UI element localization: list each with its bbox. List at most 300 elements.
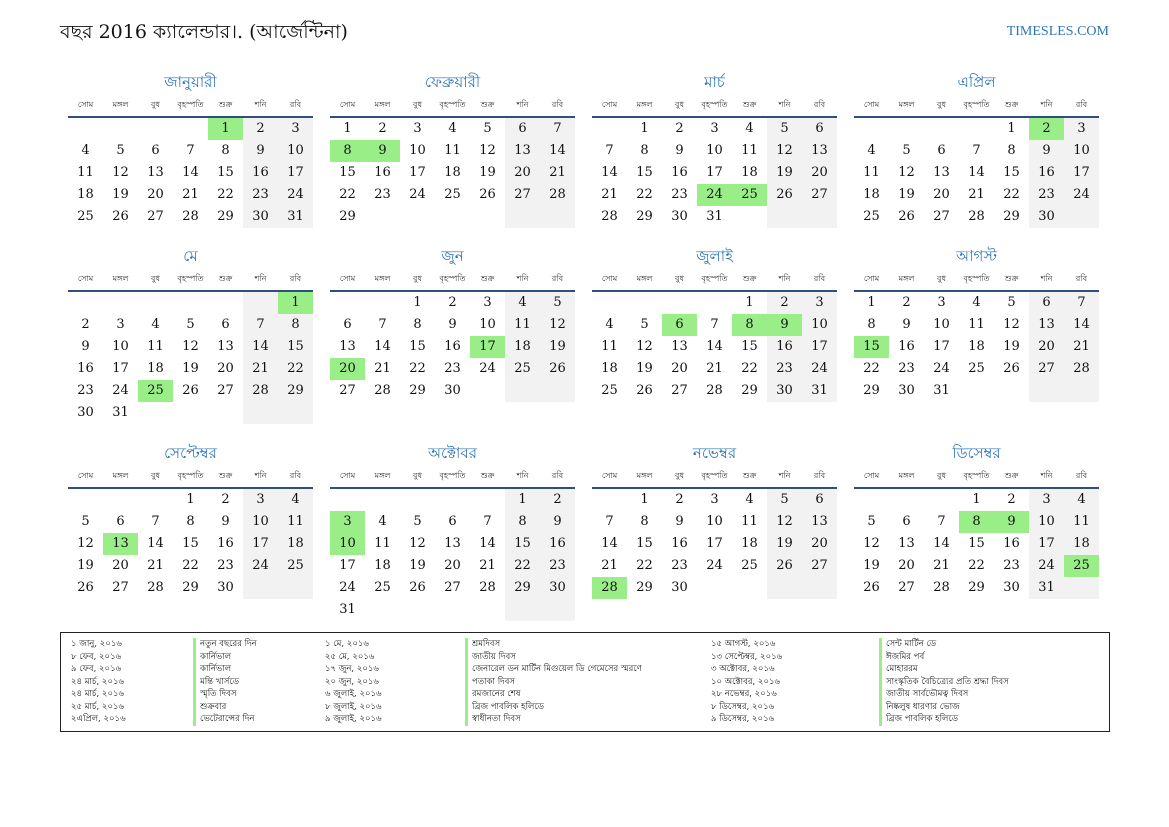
weekday-label: সোম xyxy=(601,100,618,109)
empty-cell xyxy=(959,380,994,402)
weekday-label: রবি xyxy=(813,471,826,480)
day-cell: 15 xyxy=(409,339,426,354)
day-cell: 2 xyxy=(1007,492,1016,507)
empty-cell xyxy=(924,118,959,140)
holiday-date: ৯ ডিসেম্বর, ২০১৬ xyxy=(711,714,775,724)
day-cell: 2 xyxy=(448,295,457,310)
month-calendar xyxy=(68,72,313,228)
weekday-label: শুক্র xyxy=(218,100,233,109)
holiday-date: ৯ জুলাই, ২০১৬ xyxy=(325,714,382,724)
day-cell: 3 xyxy=(710,121,719,136)
weekday-label: সোম xyxy=(863,274,880,283)
weekday-label: বুধ xyxy=(675,274,684,283)
day-cell: 18 xyxy=(147,361,164,376)
weekday-header xyxy=(592,92,837,118)
day-cell: 18 xyxy=(968,339,985,354)
holiday-name: শুক্রবার xyxy=(193,701,257,714)
empty-cell xyxy=(330,292,365,314)
day-cell: 7 xyxy=(540,118,575,140)
holiday-name: জাতীয় দিবস xyxy=(465,651,642,664)
day-cell: 30 xyxy=(767,380,802,402)
day-cell: 20 xyxy=(898,558,915,573)
day-cell: 31 xyxy=(706,209,723,224)
weekday-label: মঙ্গল xyxy=(636,274,653,283)
day-cell: 14 xyxy=(243,336,278,358)
day-cell: 2 xyxy=(81,317,90,332)
empty-cell xyxy=(470,489,505,511)
holiday-names-column xyxy=(193,638,257,726)
day-cell: 10 xyxy=(933,317,950,332)
day-cell: 2 xyxy=(767,292,802,314)
empty-cell xyxy=(854,118,889,140)
weekday-label: বৃহস্পতি xyxy=(177,274,204,283)
empty-cell xyxy=(889,118,924,140)
day-cell: 22 xyxy=(636,187,653,202)
holiday-day: 9 xyxy=(767,314,802,336)
day-cell: 15 xyxy=(217,165,234,180)
holiday-name: কার্নিভাল xyxy=(193,651,257,664)
month-calendar xyxy=(592,443,837,599)
weekday-label: শনি xyxy=(778,471,791,480)
day-cell: 30 xyxy=(898,383,915,398)
day-grid xyxy=(330,489,575,621)
day-cell: 16 xyxy=(1003,536,1020,551)
day-cell: 23 xyxy=(540,555,575,577)
day-cell: 18 xyxy=(374,558,391,573)
holiday-day: 15 xyxy=(854,336,889,358)
day-cell: 10 xyxy=(706,143,723,158)
day-cell: 29 xyxy=(741,383,758,398)
day-cell: 8 xyxy=(640,514,649,529)
weekday-label: বুধ xyxy=(413,274,422,283)
day-cell: 31 xyxy=(1029,577,1064,599)
day-cell: 22 xyxy=(636,558,653,573)
day-cell: 2 xyxy=(378,121,387,136)
day-grid xyxy=(330,292,575,402)
day-cell: 5 xyxy=(483,121,492,136)
holiday-day: 28 xyxy=(592,577,627,599)
day-cell: 17 xyxy=(409,165,426,180)
day-cell: 17 xyxy=(243,533,278,555)
day-cell: 18 xyxy=(278,533,313,555)
empty-cell xyxy=(470,206,505,228)
day-cell: 13 xyxy=(147,165,164,180)
month-calendar xyxy=(854,443,1099,599)
day-cell: 17 xyxy=(112,361,129,376)
empty-cell xyxy=(138,118,173,140)
holiday-date: ১ মে, ২০১৬ xyxy=(325,639,369,649)
day-cell: 3 xyxy=(116,317,125,332)
day-cell: 24 xyxy=(339,580,356,595)
day-cell: 29 xyxy=(636,209,653,224)
day-cell: 20 xyxy=(217,361,234,376)
day-cell: 12 xyxy=(409,536,426,551)
holiday-date: ৬ জুলাই, ২০১৬ xyxy=(325,689,382,699)
day-cell: 22 xyxy=(1003,187,1020,202)
empty-cell xyxy=(208,292,243,314)
empty-cell xyxy=(732,206,767,228)
day-cell: 8 xyxy=(867,317,876,332)
day-cell: 14 xyxy=(601,536,618,551)
day-cell: 15 xyxy=(1003,165,1020,180)
empty-cell xyxy=(103,489,138,511)
day-cell: 21 xyxy=(706,361,723,376)
holiday-day: 20 xyxy=(330,358,365,380)
day-cell: 23 xyxy=(1029,184,1064,206)
month-name: অক্টোবর xyxy=(427,444,478,462)
day-cell: 10 xyxy=(278,140,313,162)
day-cell: 28 xyxy=(243,380,278,402)
day-cell: 30 xyxy=(444,383,461,398)
holiday-name: মোহাররম xyxy=(879,663,1009,676)
day-cell: 4 xyxy=(378,514,387,529)
day-cell: 12 xyxy=(77,536,94,551)
holiday-date: ২৪ মার্চ, ২০১৬ xyxy=(71,689,125,699)
day-cell: 2 xyxy=(243,118,278,140)
day-cell: 26 xyxy=(182,383,199,398)
day-cell: 9 xyxy=(221,514,230,529)
day-cell: 19 xyxy=(112,187,129,202)
day-cell: 5 xyxy=(867,514,876,529)
day-grid xyxy=(68,292,313,424)
day-cell: 20 xyxy=(112,558,129,573)
day-cell: 29 xyxy=(1003,209,1020,224)
holiday-date: ৮ ফেব, ২০১৬ xyxy=(71,651,122,662)
day-cell: 8 xyxy=(640,143,649,158)
day-cell: 15 xyxy=(505,533,540,555)
day-cell: 29 xyxy=(217,209,234,224)
day-cell: 27 xyxy=(112,580,129,595)
day-cell: 14 xyxy=(933,536,950,551)
weekday-label: বুধ xyxy=(151,471,160,480)
holiday-day: 3 xyxy=(330,511,365,533)
day-cell: 2 xyxy=(675,492,684,507)
holiday-name: নতুন বছরের দিন xyxy=(193,638,257,651)
month-name: জুন xyxy=(441,247,464,265)
day-cell: 29 xyxy=(278,380,313,402)
day-cell: 16 xyxy=(444,339,461,354)
day-cell: 18 xyxy=(505,336,540,358)
weekday-header xyxy=(854,463,1099,489)
day-cell: 3 xyxy=(483,295,492,310)
day-cell: 14 xyxy=(182,165,199,180)
empty-cell xyxy=(802,206,837,228)
holiday-date: ২০ জুন, ২০১৬ xyxy=(325,676,379,687)
day-cell: 9 xyxy=(448,317,457,332)
day-cell: 10 xyxy=(112,339,129,354)
empty-cell xyxy=(592,292,627,314)
empty-cell xyxy=(103,292,138,314)
weekday-label: বুধ xyxy=(937,274,946,283)
day-cell: 4 xyxy=(745,121,754,136)
day-cell: 14 xyxy=(706,339,723,354)
day-cell: 22 xyxy=(339,187,356,202)
holiday-name: কার্নিভাল xyxy=(193,663,257,676)
empty-cell xyxy=(435,599,470,621)
day-cell: 28 xyxy=(479,580,496,595)
weekday-label: বৃহস্পতি xyxy=(963,100,990,109)
day-cell: 1 xyxy=(972,492,981,507)
day-cell: 27 xyxy=(505,184,540,206)
holiday-name: ব্রিজ পাবলিক হলিডে xyxy=(465,701,642,714)
day-cell: 15 xyxy=(182,536,199,551)
empty-cell xyxy=(278,577,313,599)
weekday-label: শুক্র xyxy=(480,100,495,109)
day-cell: 20 xyxy=(933,187,950,202)
day-cell: 12 xyxy=(636,339,653,354)
month-calendar xyxy=(854,72,1099,228)
weekday-header xyxy=(330,92,575,118)
weekday-label: সোম xyxy=(77,100,94,109)
weekday-label: বুধ xyxy=(937,100,946,109)
day-cell: 16 xyxy=(217,536,234,551)
weekday-label: বৃহস্পতি xyxy=(439,274,466,283)
day-cell: 12 xyxy=(767,140,802,162)
day-cell: 4 xyxy=(448,121,457,136)
weekday-label: বৃহস্পতি xyxy=(439,471,466,480)
weekday-label: বুধ xyxy=(675,471,684,480)
day-cell: 24 xyxy=(243,555,278,577)
month-calendar xyxy=(592,72,837,228)
holiday-day: 1 xyxy=(208,118,243,140)
day-cell: 18 xyxy=(741,536,758,551)
weekday-label: মঙ্গল xyxy=(374,274,391,283)
weekday-label: শনি xyxy=(254,100,267,109)
weekday-label: শুক্র xyxy=(480,471,495,480)
weekday-label: বৃহস্পতি xyxy=(701,274,728,283)
holiday-list xyxy=(60,632,1110,732)
weekday-label: সোম xyxy=(339,274,356,283)
weekday-header xyxy=(854,266,1099,292)
day-cell: 13 xyxy=(802,511,837,533)
site-link[interactable]: TIMESLES.COM xyxy=(1006,24,1109,39)
day-cell: 7 xyxy=(972,143,981,158)
weekday-label: রবি xyxy=(551,100,564,109)
day-cell: 12 xyxy=(1003,317,1020,332)
holiday-day: 25 xyxy=(732,184,767,206)
month-calendar xyxy=(592,246,837,402)
weekday-header xyxy=(592,463,837,489)
day-cell: 23 xyxy=(243,184,278,206)
weekday-label: শুক্র xyxy=(1004,274,1019,283)
day-cell: 24 xyxy=(802,358,837,380)
day-cell: 27 xyxy=(671,383,688,398)
day-cell: 31 xyxy=(802,380,837,402)
month-name: আগস্ট xyxy=(956,247,997,265)
day-cell: 26 xyxy=(767,555,802,577)
day-cell: 23 xyxy=(444,361,461,376)
day-cell: 25 xyxy=(444,187,461,202)
day-cell: 17 xyxy=(278,162,313,184)
day-cell: 15 xyxy=(278,336,313,358)
day-cell: 24 xyxy=(112,383,129,398)
day-cell: 27 xyxy=(147,209,164,224)
day-cell: 17 xyxy=(706,536,723,551)
day-cell: 24 xyxy=(706,558,723,573)
empty-cell xyxy=(1064,206,1099,228)
day-cell: 21 xyxy=(147,558,164,573)
empty-cell xyxy=(208,402,243,424)
weekday-label: রবি xyxy=(1075,274,1088,283)
holiday-day: 1 xyxy=(278,292,313,314)
weekday-header xyxy=(592,266,837,292)
day-cell: 22 xyxy=(278,358,313,380)
day-cell: 23 xyxy=(898,361,915,376)
holiday-day: 6 xyxy=(662,314,697,336)
empty-cell xyxy=(1064,380,1099,402)
empty-cell xyxy=(173,402,208,424)
empty-cell xyxy=(243,402,278,424)
day-cell: 18 xyxy=(863,187,880,202)
empty-cell xyxy=(802,577,837,599)
day-cell: 16 xyxy=(540,533,575,555)
day-cell: 19 xyxy=(863,558,880,573)
day-grid xyxy=(330,118,575,228)
day-cell: 23 xyxy=(77,383,94,398)
empty-cell xyxy=(435,489,470,511)
holiday-name: রমজানের শেষ xyxy=(465,688,642,701)
day-cell: 26 xyxy=(479,187,496,202)
empty-cell xyxy=(365,292,400,314)
day-cell: 19 xyxy=(636,361,653,376)
weekday-label: রবি xyxy=(551,274,564,283)
holiday-day: 17 xyxy=(470,336,505,358)
day-cell: 8 xyxy=(505,511,540,533)
day-cell: 28 xyxy=(706,383,723,398)
day-cell: 23 xyxy=(217,558,234,573)
weekday-label: শুক্র xyxy=(1004,471,1019,480)
day-cell: 27 xyxy=(339,383,356,398)
day-cell: 27 xyxy=(933,209,950,224)
day-grid xyxy=(592,489,837,599)
day-cell: 14 xyxy=(968,165,985,180)
day-cell: 5 xyxy=(186,317,195,332)
day-cell: 25 xyxy=(968,361,985,376)
day-cell: 3 xyxy=(413,121,422,136)
holiday-date: ২৫ মার্চ, ২০১৬ xyxy=(71,701,125,712)
weekday-label: শুক্র xyxy=(218,274,233,283)
holiday-day: 8 xyxy=(330,140,365,162)
holiday-day: 25 xyxy=(138,380,173,402)
weekday-label: শনি xyxy=(516,274,529,283)
day-cell: 18 xyxy=(77,187,94,202)
day-cell: 16 xyxy=(77,361,94,376)
day-cell: 10 xyxy=(479,317,496,332)
empty-cell xyxy=(994,380,1029,402)
day-cell: 6 xyxy=(151,143,160,158)
day-cell: 25 xyxy=(374,580,391,595)
weekday-label: বৃহস্পতি xyxy=(963,471,990,480)
day-cell: 1 xyxy=(640,121,649,136)
day-cell: 13 xyxy=(217,339,234,354)
weekday-label: মঙ্গল xyxy=(112,274,129,283)
weekday-label: বুধ xyxy=(151,100,160,109)
empty-cell xyxy=(924,489,959,511)
page-title: বছর 2016 ক্যালেন্ডার।. (আর্জেন্টিনা) xyxy=(60,21,348,43)
weekday-header xyxy=(68,463,313,489)
day-cell: 24 xyxy=(1029,555,1064,577)
month-calendar xyxy=(330,443,575,621)
empty-cell xyxy=(854,489,889,511)
day-cell: 19 xyxy=(898,187,915,202)
day-cell: 26 xyxy=(863,580,880,595)
day-cell: 3 xyxy=(710,492,719,507)
weekday-label: শনি xyxy=(778,100,791,109)
empty-cell xyxy=(365,489,400,511)
day-cell: 11 xyxy=(505,314,540,336)
day-cell: 12 xyxy=(112,165,129,180)
day-grid xyxy=(592,118,837,228)
weekday-header xyxy=(854,92,1099,118)
empty-cell xyxy=(889,489,924,511)
day-cell: 22 xyxy=(217,187,234,202)
day-cell: 19 xyxy=(77,558,94,573)
day-cell: 13 xyxy=(898,536,915,551)
empty-cell xyxy=(592,489,627,511)
day-cell: 7 xyxy=(605,143,614,158)
empty-cell xyxy=(243,577,278,599)
day-cell: 12 xyxy=(863,536,880,551)
day-cell: 11 xyxy=(1064,511,1099,533)
day-cell: 6 xyxy=(802,489,837,511)
weekday-label: রবি xyxy=(813,100,826,109)
day-cell: 7 xyxy=(378,317,387,332)
day-cell: 5 xyxy=(413,514,422,529)
weekday-label: সোম xyxy=(863,471,880,480)
day-cell: 11 xyxy=(741,514,758,529)
weekday-label: রবি xyxy=(813,274,826,283)
weekday-label: বৃহস্পতি xyxy=(963,274,990,283)
empty-cell xyxy=(173,118,208,140)
month-name: এপ্রিল xyxy=(957,73,996,91)
holiday-date: ২৫ মে, ২০১৬ xyxy=(325,651,375,662)
day-cell: 7 xyxy=(937,514,946,529)
day-cell: 2 xyxy=(675,121,684,136)
day-cell: 17 xyxy=(706,165,723,180)
day-cell: 6 xyxy=(505,118,540,140)
day-cell: 21 xyxy=(601,187,618,202)
day-cell: 23 xyxy=(671,187,688,202)
day-cell: 15 xyxy=(741,339,758,354)
day-cell: 31 xyxy=(339,602,356,617)
day-cell: 26 xyxy=(767,184,802,206)
day-cell: 20 xyxy=(671,361,688,376)
day-cell: 17 xyxy=(1064,162,1099,184)
month-calendar xyxy=(330,72,575,228)
empty-cell xyxy=(627,292,662,314)
day-cell: 3 xyxy=(1064,118,1099,140)
holiday-date: ৮ জুলাই, ২০১৬ xyxy=(325,701,382,712)
weekday-label: সোম xyxy=(339,100,356,109)
month-name: ফেব্রুয়ারী xyxy=(424,73,481,91)
day-cell: 14 xyxy=(374,339,391,354)
day-cell: 8 xyxy=(1007,143,1016,158)
holiday-name: ব্রিজ পাবলিক হলিডে xyxy=(879,713,1009,726)
empty-cell xyxy=(540,206,575,228)
holiday-name: ভেটেরান্সের দিন xyxy=(193,713,257,726)
day-cell: 28 xyxy=(182,209,199,224)
day-cell: 4 xyxy=(867,143,876,158)
day-cell: 6 xyxy=(116,514,125,529)
empty-cell xyxy=(435,206,470,228)
weekday-header xyxy=(330,463,575,489)
day-cell: 8 xyxy=(413,317,422,332)
day-cell: 24 xyxy=(933,361,950,376)
weekday-label: সোম xyxy=(77,274,94,283)
holiday-name: শ্রমদিবস xyxy=(465,638,642,651)
holiday-name: পতাকা দিবস xyxy=(465,676,642,689)
empty-cell xyxy=(138,402,173,424)
